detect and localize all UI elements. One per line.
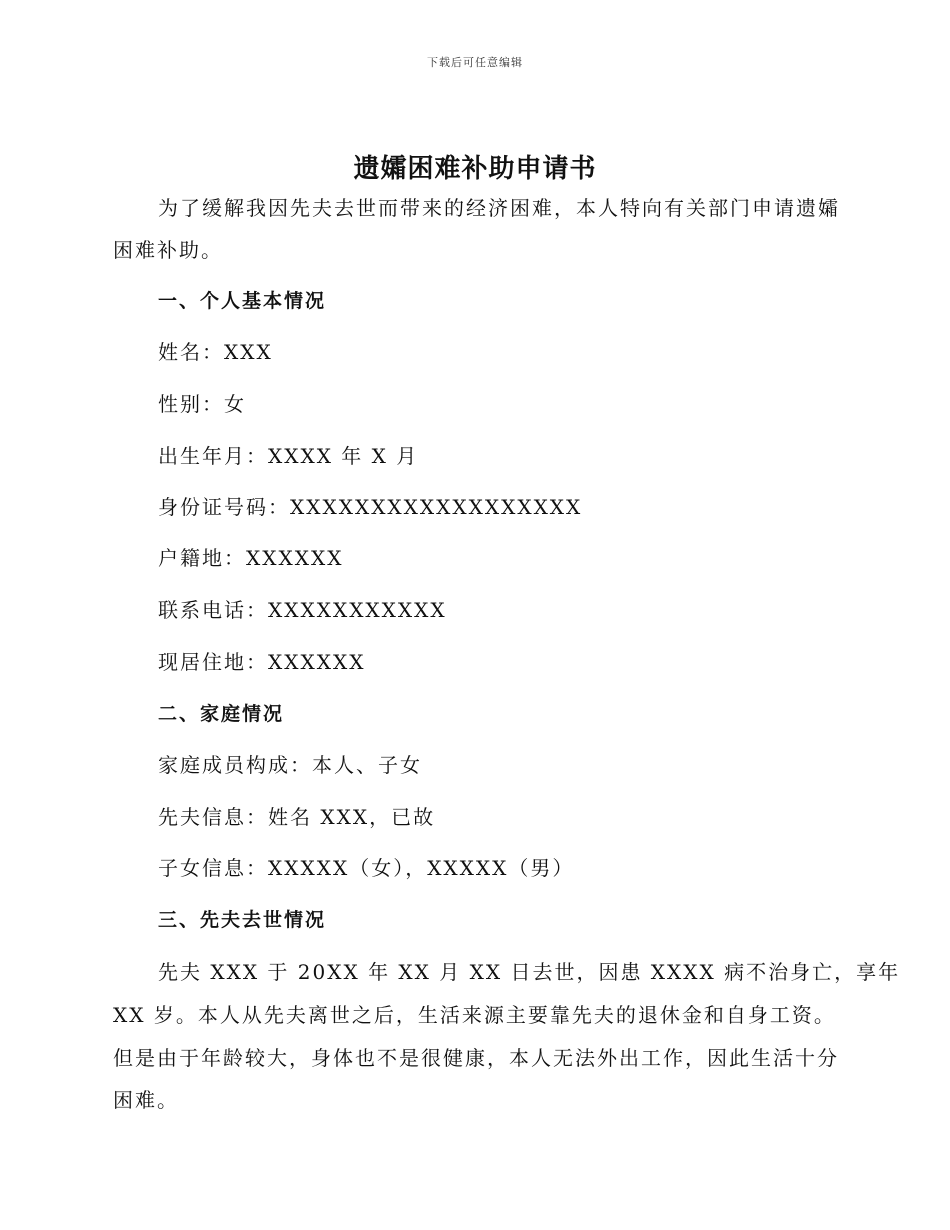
death-paragraph-line-4: 困难。 (113, 1088, 179, 1112)
death-paragraph-line-1: 先夫 XXX 于 20XX 年 XX 月 XX 日去世，因患 XXXX 病不治身亡，享年 (158, 960, 901, 984)
section-heading-personal-info: 一、个人基本情况 (158, 290, 327, 312)
field-phone: 联系电话：XXXXXXXXXXX (158, 598, 447, 622)
field-gender: 性别：女 (158, 392, 246, 416)
intro-line-1: 为了缓解我因先夫去世而带来的经济困难，本人特向有关部门申请遗孀 (158, 196, 840, 220)
death-paragraph-line-3: 但是由于年龄较大，身体也不是很健康，本人无法外出工作，因此生活十分 (113, 1046, 839, 1070)
page-header: 下载后可任意编辑 (427, 56, 523, 69)
field-id-number: 身份证号码：XXXXXXXXXXXXXXXXXX (158, 495, 583, 519)
field-current-address: 现居住地：XXXXXX (158, 650, 366, 674)
field-family-members: 家庭成员构成：本人、子女 (158, 753, 422, 777)
section-heading-family: 二、家庭情况 (158, 703, 285, 725)
document-title: 遗孀困难补助申请书 (353, 154, 597, 184)
section-heading-husband-death: 三、先夫去世情况 (158, 909, 327, 931)
intro-line-2: 困难补助。 (113, 238, 223, 262)
field-birth-date: 出生年月：XXXX 年 X 月 (158, 444, 419, 468)
field-husband-info: 先夫信息：姓名 XXX，已故 (158, 805, 436, 829)
field-household-registration: 户籍地：XXXXXX (158, 546, 344, 570)
death-paragraph-line-2: XX 岁。本人从先夫离世之后，生活来源主要靠先夫的退休金和自身工资。 (113, 1003, 836, 1027)
field-name: 姓名：XXX (158, 340, 273, 364)
field-children-info: 子女信息：XXXXX（女），XXXXX（男） (158, 856, 575, 880)
